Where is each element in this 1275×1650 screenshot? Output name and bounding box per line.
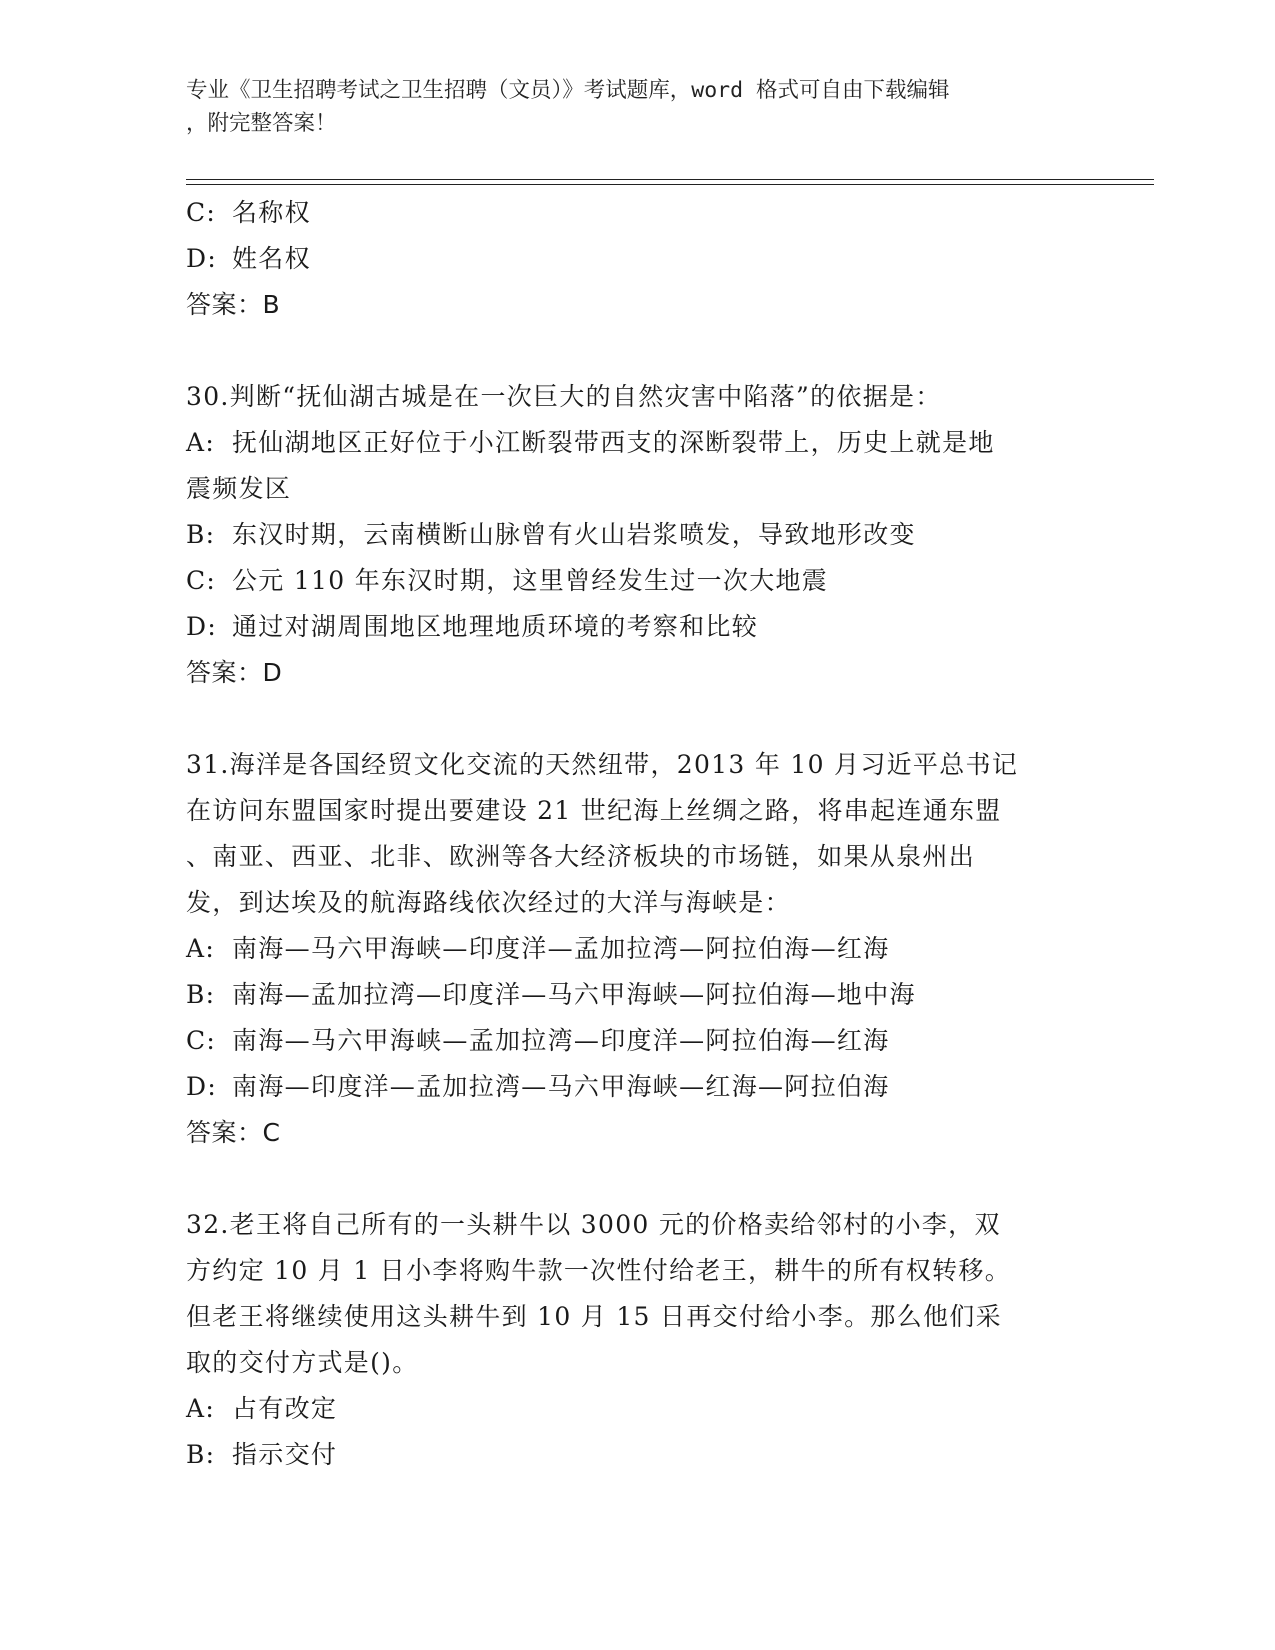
- question-stem: 30.判断“抚仙湖古城是在一次巨大的自然灾害中陷落”的依据是：: [186, 382, 942, 411]
- header-title-line-2: ，附完整答案！: [186, 111, 337, 136]
- question-stem: 取的交付方式是()。: [186, 1348, 419, 1377]
- option-b: B: 指示交付: [186, 1440, 338, 1469]
- question-stem: 31.海洋是各国经贸文化交流的天然纽带，2013 年 10 月习近平总书记: [186, 750, 1019, 779]
- question-stem: 32.老王将自己所有的一头耕牛以 3000 元的价格卖给邻村的小李，双: [186, 1210, 1001, 1239]
- answer-line: 答案：D: [186, 658, 283, 687]
- question-31: [186, 742, 1086, 1156]
- question-32: [186, 1202, 1086, 1478]
- question-stem: 但老王将继续使用这头耕牛到 10 月 15 日再交付给小李。那么他们采: [186, 1302, 1002, 1331]
- question-stem: 发，到达埃及的航海路线依次经过的大洋与海峡是：: [186, 888, 791, 917]
- option-a: A: 抚仙湖地区正好位于小江断裂带西支的深断裂带上，历史上就是地: [186, 428, 995, 457]
- question-stem: 、南亚、西亚、北非、欧洲等各大经济板块的市场链，如果从泉州出: [186, 842, 976, 871]
- document-body: [186, 190, 1086, 1478]
- option-d: D: 姓名权: [186, 244, 311, 273]
- option-a: A: 占有改定: [186, 1394, 338, 1423]
- question-30: [186, 374, 1086, 696]
- answer-line: 答案：B: [186, 290, 281, 319]
- header-title-line: 专业《卫生招聘考试之卫生招聘（文员）》考试题库，word 格式可自由下载编辑: [186, 78, 950, 103]
- question-29-tail: [186, 190, 1086, 328]
- option-d: D: 通过对湖周围地区地理地质环境的考察和比较: [186, 612, 759, 641]
- document-header: [186, 74, 1086, 140]
- header-rule-top: [186, 179, 1154, 180]
- question-stem: 在访问东盟国家时提出要建设 21 世纪海上丝绸之路，将串起连通东盟: [186, 796, 1002, 825]
- header-rule-bottom: [186, 184, 1154, 185]
- question-stem: 方约定 10 月 1 日小李将购牛款一次性付给老王，耕牛的所有权转移。: [186, 1256, 1012, 1285]
- option-a-continuation: 震频发区: [186, 474, 292, 503]
- option-d: D: 南海—印度洋—孟加拉湾—马六甲海峡—红海—阿拉伯海: [186, 1072, 890, 1101]
- option-c: C: 公元 110 年东汉时期，这里曾经发生过一次大地震: [186, 566, 829, 595]
- option-c: C: 名称权: [186, 198, 311, 227]
- answer-line: 答案：C: [186, 1118, 281, 1147]
- option-b: B: 南海—孟加拉湾—印度洋—马六甲海峡—阿拉伯海—地中海: [186, 980, 916, 1009]
- option-b: B: 东汉时期，云南横断山脉曾有火山岩浆喷发，导致地形改变: [186, 520, 916, 549]
- option-c: C: 南海—马六甲海峡—孟加拉湾—印度洋—阿拉伯海—红海: [186, 1026, 890, 1055]
- option-a: A: 南海—马六甲海峡—印度洋—孟加拉湾—阿拉伯海—红海: [186, 934, 890, 963]
